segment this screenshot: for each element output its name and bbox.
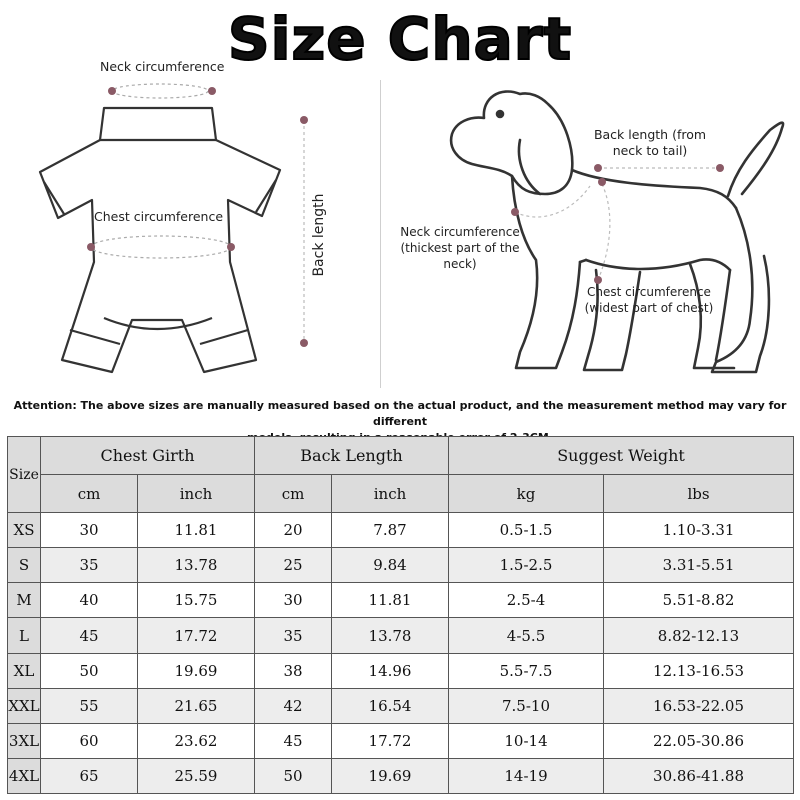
table-cell: 30.86-41.88 xyxy=(604,758,794,793)
table-cell: 40 xyxy=(41,583,138,618)
table-cell: 25 xyxy=(255,548,332,583)
size-cell: L xyxy=(8,618,41,653)
dog-neck-label: Neck circumference (thickest part of the neck) xyxy=(400,225,520,271)
chest-girth-header: Chest Girth xyxy=(41,437,255,475)
table-cell: 35 xyxy=(41,548,138,583)
chest-dot-left xyxy=(87,243,95,251)
table-cell: 30 xyxy=(255,583,332,618)
dog-chest-dot-bottom xyxy=(594,276,602,284)
size-table xyxy=(7,436,794,794)
table-cell: 50 xyxy=(255,758,332,793)
table-cell: 38 xyxy=(255,653,332,688)
dog-back-dot-start xyxy=(594,164,602,172)
chest-measure-ellipse xyxy=(91,236,231,258)
table-cell: 11.81 xyxy=(332,583,449,618)
table-cell: 7.5-10 xyxy=(449,688,604,723)
table-cell: 2.5-4 xyxy=(449,583,604,618)
table-cell: 8.82-12.13 xyxy=(604,618,794,653)
table-cell: 20 xyxy=(255,513,332,548)
table-cell: 1.10-3.31 xyxy=(604,513,794,548)
table-cell: 14.96 xyxy=(332,653,449,688)
table-cell: 1.5-2.5 xyxy=(449,548,604,583)
table-cell: 10-14 xyxy=(449,723,604,758)
table-row xyxy=(8,723,794,758)
table-cell: 9.84 xyxy=(332,548,449,583)
back-dot-bottom xyxy=(300,339,308,347)
table-cell: 17.72 xyxy=(138,618,255,653)
table-cell: 60 xyxy=(41,723,138,758)
table-cell: 7.87 xyxy=(332,513,449,548)
table-cell: 65 xyxy=(41,758,138,793)
suggest-weight-header: Suggest Weight xyxy=(449,437,794,475)
size-cell: S xyxy=(8,548,41,583)
table-cell: 50 xyxy=(41,653,138,688)
chest-dot-right xyxy=(227,243,235,251)
neck-measure-ellipse xyxy=(112,84,208,98)
table-cell: 30 xyxy=(41,513,138,548)
table-cell: 19.69 xyxy=(138,653,255,688)
size-cell: 4XL xyxy=(8,758,41,793)
table-cell: 14-19 xyxy=(449,758,604,793)
garment-neck-label: Neck circumference xyxy=(100,59,225,74)
table-cell: 55 xyxy=(41,688,138,723)
back-dot-top xyxy=(300,116,308,124)
table-cell: 12.13-16.53 xyxy=(604,653,794,688)
table-row xyxy=(8,688,794,723)
size-cell: M xyxy=(8,583,41,618)
dog-chest-label: Chest circumference (widest part of chest) xyxy=(584,285,714,315)
table-row xyxy=(8,548,794,583)
table-cell: 45 xyxy=(255,723,332,758)
table-cell: 16.54 xyxy=(332,688,449,723)
table-cell: 17.72 xyxy=(332,723,449,758)
table-cell: 19.69 xyxy=(332,758,449,793)
size-cell: 3XL xyxy=(8,723,41,758)
dog-neck-dot xyxy=(511,208,519,216)
garment-outline xyxy=(40,108,280,372)
unit-header: cm xyxy=(255,475,332,513)
table-cell: 4-5.5 xyxy=(449,618,604,653)
table-cell: 42 xyxy=(255,688,332,723)
table-cell: 21.65 xyxy=(138,688,255,723)
table-cell: 0.5-1.5 xyxy=(449,513,604,548)
table-cell: 25.59 xyxy=(138,758,255,793)
table-cell: 5.5-7.5 xyxy=(449,653,604,688)
size-cell: XL xyxy=(8,653,41,688)
garment-back-label: Back length xyxy=(311,193,327,277)
table-cell: 15.75 xyxy=(138,583,255,618)
size-cell: XS xyxy=(8,513,41,548)
dog-back-label: Back length (from neck to tail) xyxy=(593,127,707,158)
page-title: Size Chart xyxy=(227,5,573,73)
table-cell: 22.05-30.86 xyxy=(604,723,794,758)
unit-header: kg xyxy=(449,475,604,513)
unit-header: lbs xyxy=(604,475,794,513)
size-header: Size xyxy=(8,437,41,513)
table-cell: 11.81 xyxy=(138,513,255,548)
table-cell: 13.78 xyxy=(332,618,449,653)
illustration-divider xyxy=(380,80,381,388)
garment-chest-label: Chest circumference xyxy=(94,209,224,224)
unit-header: cm xyxy=(41,475,138,513)
table-cell: 5.51-8.82 xyxy=(604,583,794,618)
table-cell: 3.31-5.51 xyxy=(604,548,794,583)
dog-back-dot-end xyxy=(716,164,724,172)
table-row xyxy=(8,618,794,653)
table-row xyxy=(8,758,794,793)
table-cell: 23.62 xyxy=(138,723,255,758)
unit-header: inch xyxy=(332,475,449,513)
table-row xyxy=(8,513,794,548)
table-cell: 13.78 xyxy=(138,548,255,583)
neck-dot-left xyxy=(108,87,116,95)
back-length-header: Back Length xyxy=(255,437,449,475)
neck-dot-right xyxy=(208,87,216,95)
dog-chest-dot-top xyxy=(598,178,606,186)
size-cell: XXL xyxy=(8,688,41,723)
table-cell: 16.53-22.05 xyxy=(604,688,794,723)
table-row xyxy=(8,583,794,618)
unit-header: inch xyxy=(138,475,255,513)
attention-note: Attention: The above sizes are manually measured based on the actual product, and the measurement method may vary for different models, resulting in a reasonable error of 2-3CM. xyxy=(13,399,787,444)
table-cell: 45 xyxy=(41,618,138,653)
table-row xyxy=(8,653,794,688)
table-cell: 35 xyxy=(255,618,332,653)
